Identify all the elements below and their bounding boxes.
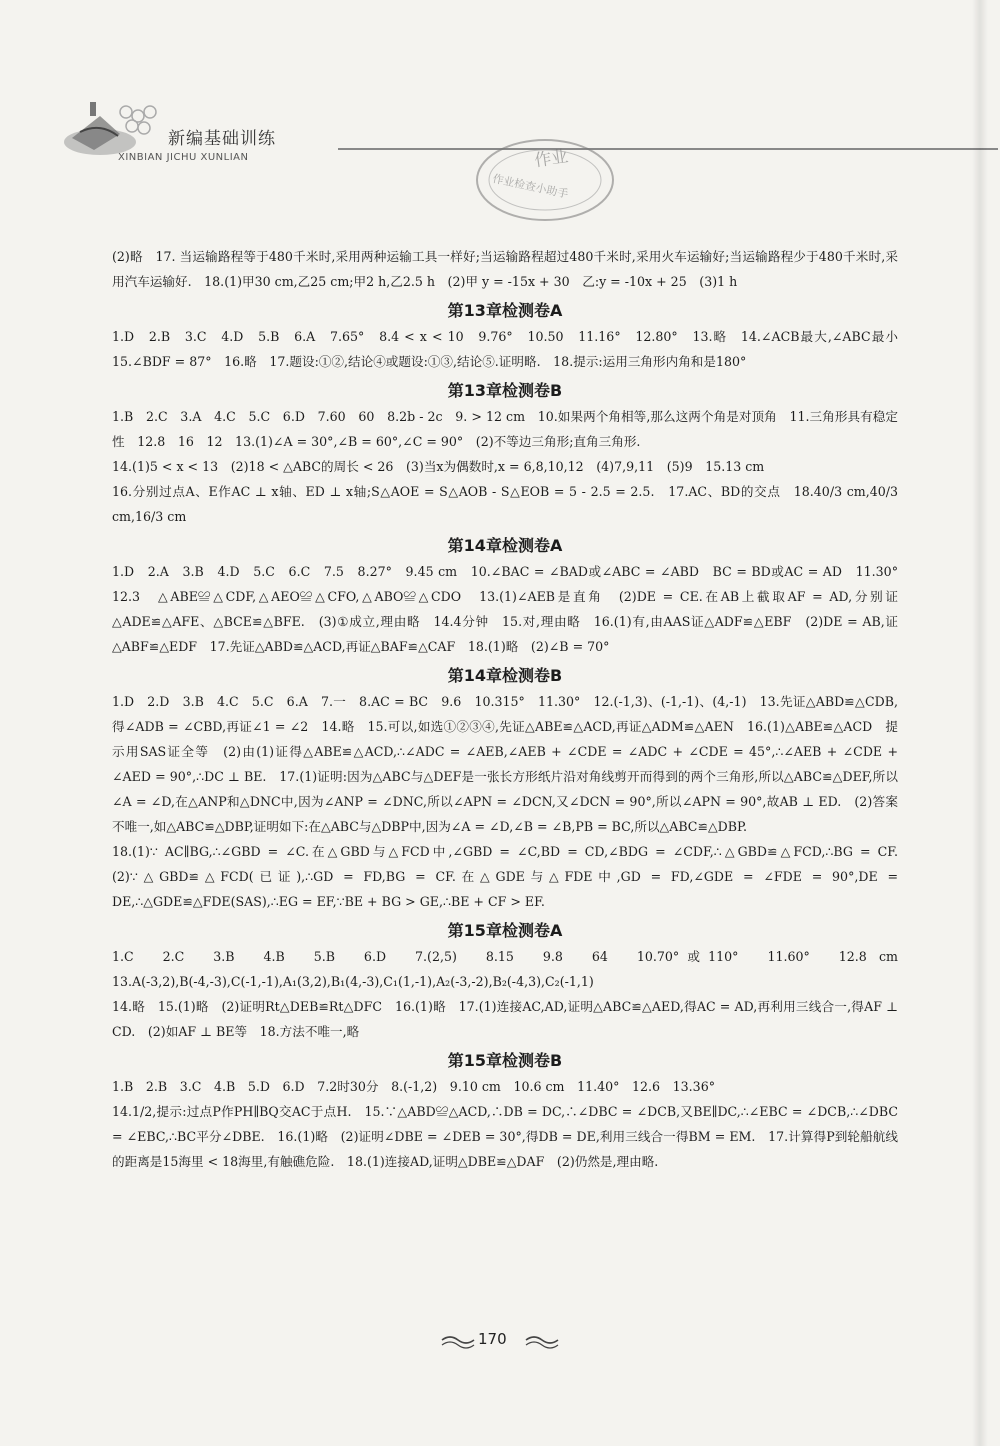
answer-content	[112, 244, 911, 1174]
section-paragraph: 18.(1)∵ AC∥BG,∴∠GBD = ∠C.在△GBD与△FCD中,∠GBD = ∠C,BD = CD,∠BDG = ∠CDF,∴△GBD≌△FCD,∴BG = CF. (2)∵△GBD≌△FCD(已证),∴GD = FD,BG = CF.在△GDE与△FDE中,GD = FD,∠GDE = ∠FDE = 90°,DE = DE,∴△GDE≌△FDE(SAS),∴EG = EF,∵BE + BG > GE,∴BE + CF > EF.	[112, 844, 911, 909]
section-paragraph: 14.略 15.(1)略 (2)证明Rt△DEB≌Rt△DFC 16.(1)略 17.(1)连接AC,AD,证明△ABC≌△AED,得AC = AD,再利用三线合一,得AF ⊥ CD. (2)如AF ⊥ BE等 18.方法不唯一,略	[112, 999, 898, 1039]
page-footer	[440, 1326, 560, 1356]
section-title: 第13章检测卷A	[447, 301, 563, 320]
section-15b	[112, 1049, 898, 1174]
section-paragraph: 1.C 2.C 3.B 4.B 5.B 6.D 7.(2,5) 8.15 9.8 64 10.70°或110° 11.60° 12.8 cm 13.A(-3,2),B(-4,-3),C(-1,-1),A₁(3,2),B₁(4,-3),C₁(1,-1),A₂(-3,-2),B₂(-4,3),C₂(-1,1)	[112, 949, 911, 989]
section-title: 第15章检测卷B	[447, 1051, 563, 1070]
page-number: 170	[478, 1330, 507, 1348]
section-paragraph: 1.D 2.B 3.C 4.D 5.B 6.A 7.65° 8.4 < x < 10 9.76° 10.50 11.16° 12.80° 13.略 14.∠ACB最大,∠ABC最小 15.∠BDF = 87° 16.略 17.题设:①②,结论④或题设:①③,结论⑤.证明略. 18.提示:运用三角形内角和是180°	[112, 329, 911, 369]
section-title: 第14章检测卷B	[447, 666, 563, 685]
section-14a	[112, 534, 911, 659]
stamp-main-text: 作业	[533, 146, 570, 172]
series-subtitle: XINBIAN JICHU XUNLIAN	[118, 152, 249, 163]
section-paragraph: 1.D 2.D 3.B 4.C 5.C 6.A 7.一 8.AC = BC 9.6 10.315° 11.30° 12.(-1,3)、(-1,-1)、(4,-1) 13.先证△ABD≌△CDB,得∠ADB = ∠CBD,再证∠1 = ∠2 14.略 15.可以,如选①②③④,先证△ABE≌△ACD,再证△ADM≌△AEN 16.(1)△ABE≌△ACD 提示用SAS证全等 (2)由(1)证得△ABE≌△ACD,∴∠ADC = ∠AEB,∠AEB + ∠CDE = ∠ADC + ∠CDE = 45°,∴∠AEB + ∠CDE + ∠AED = 90°,∴DC ⊥ BE. 17.(1)证明:因为△ABC与△DEF是一张长方形纸片沿对角线剪开而得到的两个三角形,所以△ABC≌△DEF,所以∠A = ∠D,在△ANP和△DNC中,因为∠ANP = ∠DNC,所以∠APN = ∠DCN,又∠DCN = 90°,所以∠APN = 90°,故AB ⊥ ED. (2)答案不唯一,如△ABC≌△DBP,证明如下:在△ABC与△DBP中,因为∠A = ∠D,∠B = ∠B,PB = BC,所以△ABC≌△DBP.	[112, 694, 898, 834]
section-15a	[112, 919, 911, 1044]
series-title: 新编基础训练	[168, 129, 276, 149]
section-paragraph: 1.D 2.A 3.B 4.D 5.C 6.C 7.5 8.27° 9.45 cm 10.∠BAC = ∠BAD或∠ABC = ∠ABD BC = BD或AC = AD 11.30° 12.3 △ABE≌△CDF,△AEO≌△CFO,△ABO≌△CDO 13.(1)∠AEB是直角 (2)DE = CE.在AB上截取AF = AD,分别证△ADE≌△AFE、△BCE≌△BFE. (3)①成立,理由略 14.4分钟 15.对,理由略 16.(1)有,由AAS证△ADF≌△EBF (2)DE = AB,证△ABF≌△EDF 17.先证△ABD≌△ACD,再证△BAF≌△CAF 18.(1)略 (2)∠B = 70°	[112, 564, 911, 654]
stamp-sub-text: 作业检查小助手	[491, 172, 570, 201]
header-divider	[338, 148, 998, 150]
watermark-stamp	[470, 132, 620, 236]
section-13a	[112, 299, 911, 374]
section-title: 第14章检测卷A	[447, 536, 563, 555]
section-paragraph: 1.B 2.C 3.A 4.C 5.C 6.D 7.60 60 8.2b - 2c 9. > 12 cm 10.如果两个角相等,那么这两个角是对顶角 11.三角形具有稳定性 12.8 16 12 13.(1)∠A = 30°,∠B = 60°,∠C = 90° (2)不等边三角形;直角三角形.	[112, 409, 898, 449]
section-14b	[112, 664, 911, 914]
section-paragraph: 14.1/2,提示:过点P作PH∥BQ交AC于点H. 15.∵△ABD≌△ACD,∴DB = DC,∴∠DBC = ∠DCB,又BE∥DC,∴∠EBC = ∠DCB,∴∠DBC = ∠EBC,∴BC平分∠DBE. 16.(1)略 (2)证明∠DBE = ∠DEB = 30°,得DB = DE,利用三线合一得BM = EM. 17.计算得P到轮船航线的距离是15海里 < 18海里,有触礁危险. 18.(1)连接AD,证明△DBE≌△DAF (2)仍然是,理由略.	[112, 1104, 898, 1169]
intro-paragraph: (2)略 17. 当运输路程等于480千米时,采用两种运输工具一样好;当运输路程超过480千米时,采用火车运输好;当运输路程少于480千米时,采用汽车运输好. 18.(1)甲30 cm,乙25 cm;甲2 h,乙2.5 h (2)甲 y = -15x + 30 乙:y = -10x + 25 (3)1 h	[112, 249, 898, 289]
section-paragraph: 14.(1)5 < x < 13 (2)18 < △ABC的周长 < 26 (3)当x为偶数时,x = 6,8,10,12 (4)7,9,11 (5)9 15.13 cm	[112, 459, 765, 474]
section-title: 第15章检测卷A	[447, 921, 563, 940]
section-title: 第13章检测卷B	[447, 381, 563, 400]
section-13b	[112, 379, 898, 529]
section-paragraph: 1.B 2.B 3.C 4.B 5.D 6.D 7.2时30分 8.(-1,2) 9.10 cm 10.6 cm 11.40° 12.6 13.36°	[112, 1079, 715, 1094]
binding-shadow	[972, 0, 988, 1446]
section-paragraph: 16.分别过点A、E作AC ⊥ x轴、ED ⊥ x轴;S△AOE = S△AOB - S△EOB = 5 - 2.5 = 2.5. 17.AC、BD的交点 18.40/3 cm,40/3 cm,16/3 cm	[112, 484, 898, 524]
